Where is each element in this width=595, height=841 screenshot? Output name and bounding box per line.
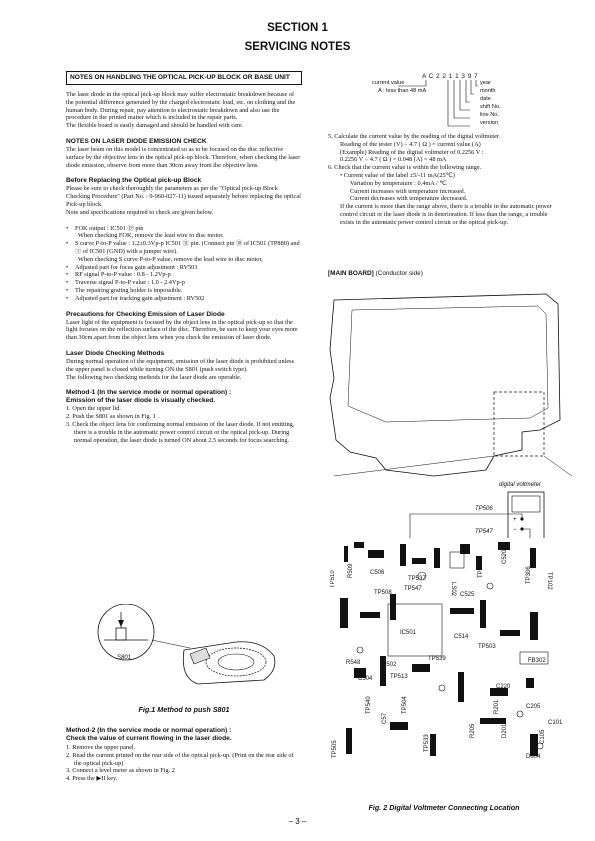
steps-5-6 [328,133,560,227]
before-replacing-note: Note and specifications required to check are given below. [66,208,214,216]
fig1-caption: Fig.1 Method to push S801 [138,705,230,714]
step5-line: Reading of the tester (V) ÷ 4.7 ( Ω ) = current value (A) [340,140,481,148]
component-label: FB302 [528,658,546,664]
component-label: R205 [470,723,476,738]
component-label: R509 [348,563,354,578]
fig1-drawing [86,604,286,694]
method1-step: 2. Push the S801 as shown in Fig. 1 . [66,413,160,421]
component-label: C520 [502,549,508,564]
precautions-paragraph: Laser light of the equipment is focused by the object lens in the optical pick-up so that the light focuses on the reflection surface of the disc. Therefore, be sure to keep your eyes more than 30cm apart from the object lens when you check the emission of laser diode. [66,318,298,342]
component-label: TP102 [546,572,552,590]
checking-methods-note: The following two checking methods for the laser diode are operable. [66,373,242,381]
component-label: C205 [526,704,541,710]
method2-step: 1. Remove the upper panel. [66,744,136,751]
component-label: C57 [382,712,388,724]
method1-step: 3. Check the object lens for confirming normal emission of the laser diode. If not emitting, there is a trouble in the automatic power control circuit or the optical pick-up. During normal operation, the laser diode is turned ON about 2.5 seconds for focus searching. [66,420,295,444]
bullet-subnote: When checking FOK, remove the lead wire to disc motor. [78,232,224,240]
method2-step: 2. Read the current printed on the rear side of the optical pick-up. (Print on the rear side of the optical pick-up) [66,751,294,767]
component-label: TP540 [366,696,372,714]
component-label: D201 [502,723,508,738]
step6-line: Variation by temperature : 0.4mA / ℃ [350,179,447,187]
main-board-title: [MAIN BOARD] [328,270,374,277]
step6-line: • Current value of the label ±5/-11 mA(25℃) [340,171,455,179]
detail-region-box [494,392,544,456]
component-label: TP505 [332,740,338,758]
bullet-item: FOK output : IC501 ⑲ pin [75,224,144,232]
component-label: C220 [496,684,511,690]
component-label: TP504 [402,696,408,714]
component-label: IC501 [400,630,417,636]
component-label: TP306 [526,566,532,584]
handling-box-heading: NOTES ON HANDLING THE OPTICAL PICK-UP BLOCK OR BASE UNIT [66,71,302,85]
component-label: C101 [548,720,563,726]
push-arrow-icon [118,620,124,627]
step6-text: 6. Check that the current value is within the following range. [328,164,482,172]
precautions-heading: Precautions for Checking Emission of Laser Diode [66,310,225,318]
page-number: – 3 – [288,817,307,826]
check-bullet-list: • FOK output : IC501 ⑲ pin When checking FOK, remove the lead wire to disc motor. • S curve P-to-P value : 1.2±0.3Vp-p IC501 ㉛ pin. (Connect pin ⑩ of IC501 (TP880) and ③ of IC501 (GND) with a jumper wire). When checking S curve P-to-P value, remove the lead wire to disc motor. • Adjusted part for focus gain adjustment : RV503 • RF signal P-to-P value : 0.8 - 1.2Vp-p • Traverse signal P-to-P value : 1.0 - 2.4Vp-p • The repairing grating holder is impossible. • Adjusted part for tracking gain adjustment : RV502 [66,225,302,303]
component-label: C506 [370,570,385,576]
component-label: TP547 [404,586,422,592]
bullet-item: RF signal P-to-P value : 0.8 - 1.2Vp-p [75,271,171,279]
component-label: C105 [540,729,546,744]
bullet-item: Adjusted part for tracking gain adjustment : RV502 [75,294,205,302]
bullet-item: Adjusted part for focus gain adjustment : RV503 [75,263,198,271]
step5-line: 0.2256 V ÷ 4.7 ( Ω ) = 0.048 (A) = 48 mA [340,156,447,164]
before-replacing-paragraph: Please be sure to check thoroughly the parameters as per the "Optical pick-up Block Checking Procedure" (Part No. : 9-960-027-11) issued separately before replacing the optical Pick-up block. [66,185,301,208]
flex-board-note: The flexible board is easily damaged and should be handled with care. [66,122,244,130]
section-title: SECTION 1 [267,22,328,34]
component-label: TP537 [408,576,426,582]
code-label-shift: shift No. [480,103,501,110]
main-board-heading [328,270,423,277]
checking-methods-heading: Laser Diode Checking Methods [66,349,165,357]
voltmeter-label: digital voltmeter [499,482,542,488]
current-value-note: A : less than 48 mA [378,88,427,94]
before-replacing-heading: Before Replacing the Optical pick-up Block [66,177,202,185]
laser-emission-paragraph: The laser beam on this model is concentrated so as to be focused on the disc reflective surface by the objective lens in the optical pick-up block. Therefore, when checking the laser diode emission, observe from more than 30cm away from the objective lens. [66,145,301,169]
laser-emission-heading: NOTES ON LASER DIODE EMISSION CHECK [66,137,207,145]
bullet-subnote: When checking S curve P-to-P value, remove the lead wire to disc motor. [78,255,263,263]
pickup-label-code: A C 2 2 1 1 3 9 7 [422,73,479,80]
step6-line: Current increases with temperature increased. [350,187,466,195]
step6-tail: If the current is more than the range above, there is a trouble in the automatic power control circuit or the laser diode is in deterioration. If less than the range, a trouble exists in the automatic power control circuit or the optical pick-up. [340,203,552,226]
component-label: D804 [526,754,541,760]
component-label: C525 [460,592,475,598]
conductor-side-detail [330,538,564,764]
code-field-labels [480,80,501,127]
code-label-year: year [480,80,491,86]
bullet-item: Traverse signal P-to-P value : 1.0 - 2.4Vp-p [75,279,185,287]
component-label: TP533 [424,734,430,752]
method2-step: 3. Connect a level meter as shown in Fig. 2 [66,767,175,775]
component-label: TP503 [478,644,496,650]
method2-step: 4. Press the ▶II key. [66,775,118,783]
component-label: TP521 [478,560,484,578]
component-label: TP539 [428,656,446,662]
component-label: TP510 [330,570,336,588]
method2-subheading: Check the value of current flowing in the laser diode. [66,735,232,742]
fig1-leader-line [152,640,190,648]
section-subtitle: SERVICING NOTES [244,41,351,53]
component-label: LS02 [450,582,456,597]
component-label: R201 [494,699,500,714]
bullet-item: The repairing grating holder is impossible. [75,286,183,294]
component-label: TP513 [390,674,408,680]
component-label: R548 [346,660,361,666]
code-label-version: version [480,119,499,126]
main-board-note: (Conductor side) [375,270,423,277]
svg-text:+: + [513,517,517,523]
checking-methods-paragraph: During normal operation of the equipment, emission of the laser diode is prohibited unless the upper panel is closed while turning ON the S801 (push switch type). [66,357,295,373]
component-label: R502 [382,662,397,668]
main-board-outline [326,280,576,480]
method2-heading: Method-2 (In the service mode or normal operation) : [66,727,232,734]
step6-line: Current decreases with temperature decreased. [350,195,468,203]
method1-subheading: Emission of the laser diode is visually checked. [66,397,216,405]
current-value-label: current value [372,80,405,86]
tp547-label: TP547 [475,529,493,535]
step5-line: (Example) Reading of the digital voltmeter of 0.2256 V : [340,148,484,156]
step5-text: 5. Calculate the current value by the reading of the digital voltmeter. [328,133,501,140]
svg-text:−: − [513,527,517,533]
method1-step: 1. Open the upper lid. [66,405,121,413]
component-label: C514 [454,634,469,640]
intro-paragraph: The laser diode in the optical pick-up block may suffer electrostatic breakdown because of the potential difference generated by the charged electrostatic load, etc. on clothing and the human body. During repair, pay attention to electrostatic breakdown and also use the procedure in the printed matter which is included in the repair parts. [66,91,296,122]
component-label: TP508 [374,590,392,596]
left-column [66,71,302,444]
code-label-date: date [480,95,491,102]
fig2-caption: Fig. 2 Digital Voltmeter Connecting Location [368,803,520,812]
bullet-item: S curve P-to-P value : 1.2±0.3Vp-p IC501 ㉛ pin. (Connect pin ⑩ of IC501 (TP880) and ③ of IC501 (GND) with a jumper wire). [75,240,300,255]
code-label-month: month [480,87,496,94]
fig1-s801-label: S801 [117,655,132,661]
code-label-line: line No. [480,111,499,118]
method1-heading: Method-1 (In the service mode or normal operation) : [66,389,232,397]
component-label: C504 [358,676,373,682]
method2-block [66,727,302,783]
s801-switch [116,628,126,640]
tp506-label: TP506 [475,506,493,512]
